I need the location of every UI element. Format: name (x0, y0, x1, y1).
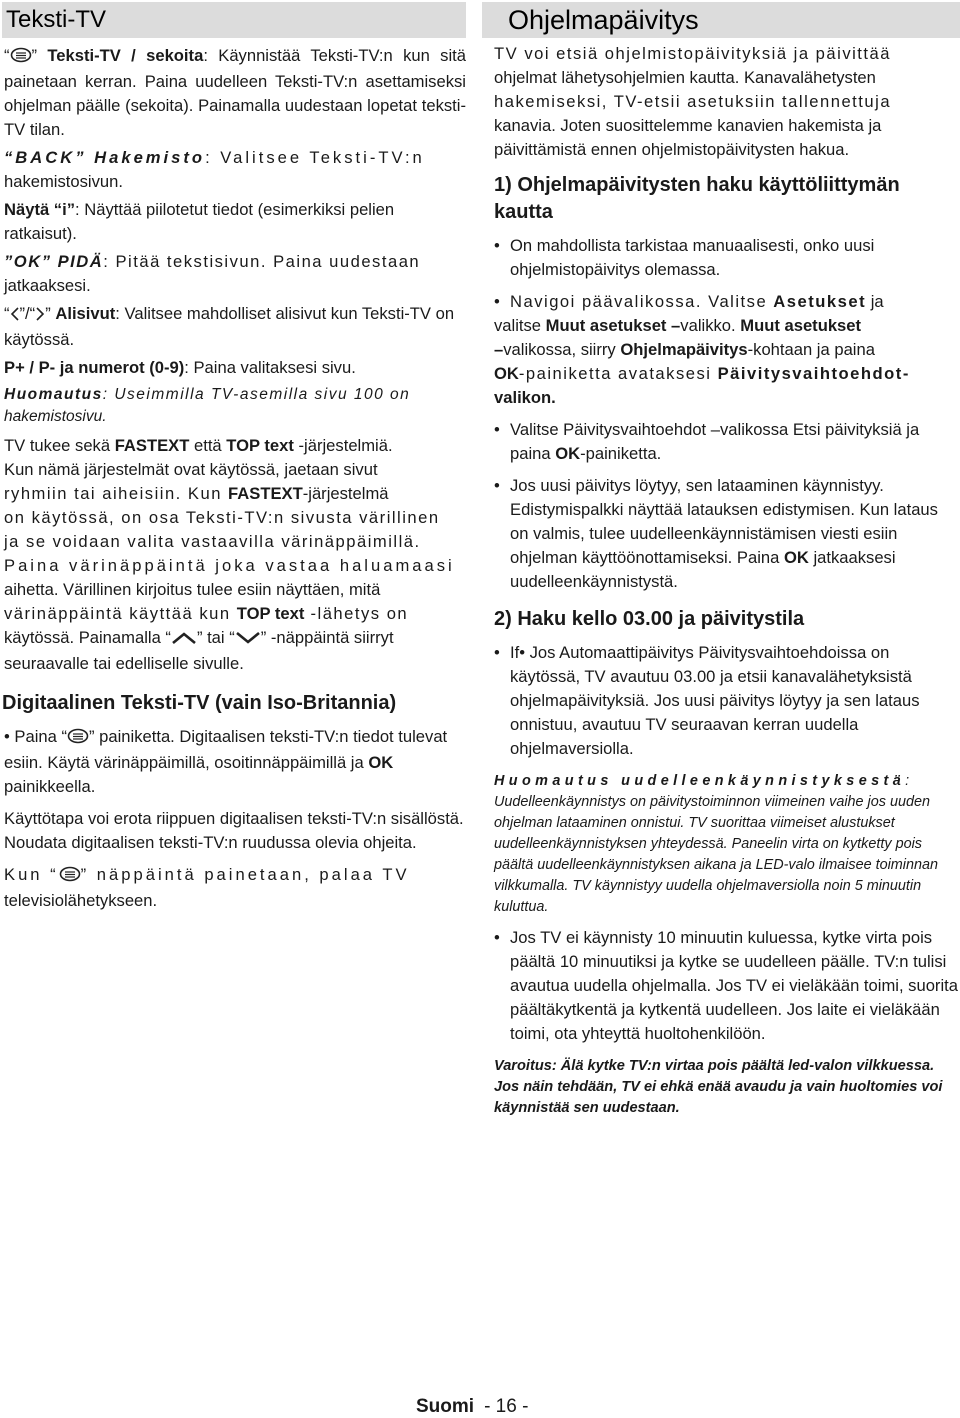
paragraph-reveal: Näytä “i”: Näyttää piilotetut tiedot (esimerkiksi pelien ratkaisut). (4, 200, 395, 243)
paragraph-fastext-top: TV tukee sekä FASTEXT että TOP text -järjestelmiä. Kun nämä järjestelmät ovat käytössä, jaetaan sivut ryhmiin tai aiheisiin. Kun FASTEXT-järjestelmä on käytössä, on osa Teksti-TV:n sivusta värillinen ja se voidaan valita vastaavilla värinäppäimillä. Paina värinäppäintä joka vastaa haluamaasi aihetta. Värillinen kirjoitus tulee esiin näyttäen, mitä värinäppäintä käyttää kun TOP text -lähetys on käytössä. Painamalla “ ” tai “ ” -näppäintä siirryt seuraavalle tai edelliselle sivulle. (4, 436, 455, 673)
paragraph-back-index: “BACK” Hakemisto: Valitsee Teksti-TV:n hakemistosivun. (4, 148, 425, 191)
heading-ui-update: 1) Ohjelmapäivitysten haku käyttöliittymän kautta (494, 174, 900, 223)
heading-digital-teletext: Digitaalinen Teksti-TV (vain Iso-Britannia) (2, 692, 397, 714)
paragraph-note-index: Huomautus: Useimmilla TV-asemilla sivu 100 on hakemistosivu. (4, 386, 411, 425)
chevron-up-icon (171, 628, 197, 652)
section-title: Teksti-TV (6, 6, 107, 33)
paragraph-hold: ”OK” PIDÄ: Pitää tekstisivun. Paina uudestaan jatkaaksesi. (4, 252, 421, 295)
paragraph-digital-teletext: • Paina “ ” painiketta. Digitaalisen teksti-TV:n tiedot tulevat esiin. Käytä värinäppäimillä, osoitinnäppäimillä ja OK painikkeella. (4, 727, 448, 796)
list-item: • Valitse Päivitysvaihtoehdot –valikossa Etsi päivityksiä ja paina OK-painiketta. (494, 420, 920, 463)
paragraph-update-intro: TV voi etsiä ohjelmistopäivityksiä ja päivittää ohjelmat lähetysohjelmien kautta. Kanavalähetysten hakemiseksi, TV-etsii asetuksiin tallennettuja kanavia. Joten suosittelemme kanavien hakemista ja päivittämistä ennen ohjelmistopäivitysten hakua. (494, 44, 892, 159)
chevron-left-icon (10, 304, 20, 328)
paragraph-page-select: P+ / P- ja numerot (0-9): Paina valitaksesi sivu. (4, 358, 356, 377)
section-title: Ohjelmapäivitys (508, 4, 699, 35)
left-column (2, 0, 466, 913)
section-header-software-update (482, 2, 960, 38)
list-item: • On mahdollista tarkistaa manuaalisesti, onko uusi ohjelmistopäivitys olemassa. (494, 236, 875, 279)
page-number: - 16 - (484, 1396, 529, 1417)
paragraph-subpages: “ ”/“ ” Alisivut: Valitsee mahdolliset alisivut kun Teksti-TV on käytössä. (4, 304, 455, 349)
teletext-button-icon (67, 727, 89, 751)
paragraph-digital-usage: Käyttötapa voi erota riippuen digitaalisen teksti-TV:n sisällöstä. Noudata digitaalisen teksti-TV:n ruudussa olevia ohjeita. (4, 809, 464, 852)
paragraph-settings-path: valitse Muut asetukset –valikko. Muut asetukset –valikossa, siirry Ohjelmapäivitys-kohtaan ja paina OK-painiketta avataksesi Päivitysvaihtoehdot- valikon. (494, 316, 910, 407)
heading-scheduled-update: 2) Haku kello 03.00 ja päivitystila (494, 608, 805, 630)
section-header-teletext (2, 2, 466, 38)
paragraph-teletext-mix: “ ” Teksti-TV / sekoita: Käynnistää Teksti-TV:n kun sitä painetaan kerran. Paina uudelleen Teksti-TV:n asettamiseksi ohjelman päälle (sekoita). Painamalla uudestaan lopetat teksti-TV tilan. (4, 46, 466, 139)
list-item: • Navigoi päävalikossa. Valitse Asetukset ja (494, 292, 884, 311)
page-footer (416, 1396, 538, 1418)
list-item: • Jos TV ei käynnisty 10 minuutin kuluessa, kytke virta pois päältä 10 minuutiksi ja kytke se uudelleen päälle. TV:n tulisi avautua uudella ohjelmalla. Jos TV ei vieläkään toimi, suorita päältäkytkentä ja kytkentä uudelleen. Jos laite ei vieläkään toimi, ota yhteyttä huoltohenkilöön. (494, 928, 958, 1043)
chevron-down-icon (235, 628, 261, 652)
teletext-button-icon (10, 46, 32, 70)
note-restart: Huomautus uudelleenkäynnistyksestä: Uudelleenkäynnistys on päivitystoiminnon viimeinen vaihe jos uuden ohjelman lataaminen onnistui. TV suorittaa viimeiset alustukset uudelleenkäynnistyksen yhteydessä. Paneelin virta on kytketty pois päältä uudelleenkäynnistyksen aikana ja LED-valo ilmaisee toiminnan vilkkumalla. TV käynnistyy uudella ohjelmaversiolla noin 5 minuutin kuluttua. (494, 773, 938, 915)
teletext-button-icon (59, 865, 81, 889)
warning-text: Varoitus: Älä kytke TV:n virtaa pois päältä led-valon vilkkuessa. Jos näin tehdään, TV ei ehkä enää avaudu ja vain huoltomies voi käynnistää sen uudestaan. (494, 1058, 943, 1116)
list-item: • Jos uusi päivitys löytyy, sen lataaminen käynnistyy. Edistymispalkki näyttää latauksen edistymisen. Kun lataus on valmis, tulee uudelleenkäynnistämisen viesti esiin ohjelman käyttöönottamiseksi. Paina OK jatkaaksesi uudelleenkäynnistystä. (494, 476, 938, 591)
right-column (482, 0, 960, 1119)
paragraph-return-tv: Kun “ ” näppäintä painetaan, palaa TV televisiolähetykseen. (4, 865, 410, 910)
footer-language: Suomi (416, 1396, 475, 1417)
list-item: • If• Jos Automaattipäivitys Päivitysvaihtoehdoissa on käytössä, TV avautuu 03.00 ja etsii kanavalähetyksistä ohjelmapäivityksiä. Jos uusi päivitys löytyy ja sen lataus onnistuu, avautuu TV seuraavan kerran uudella ohjelmaversiolla. (494, 643, 920, 758)
chevron-right-icon (35, 304, 45, 328)
